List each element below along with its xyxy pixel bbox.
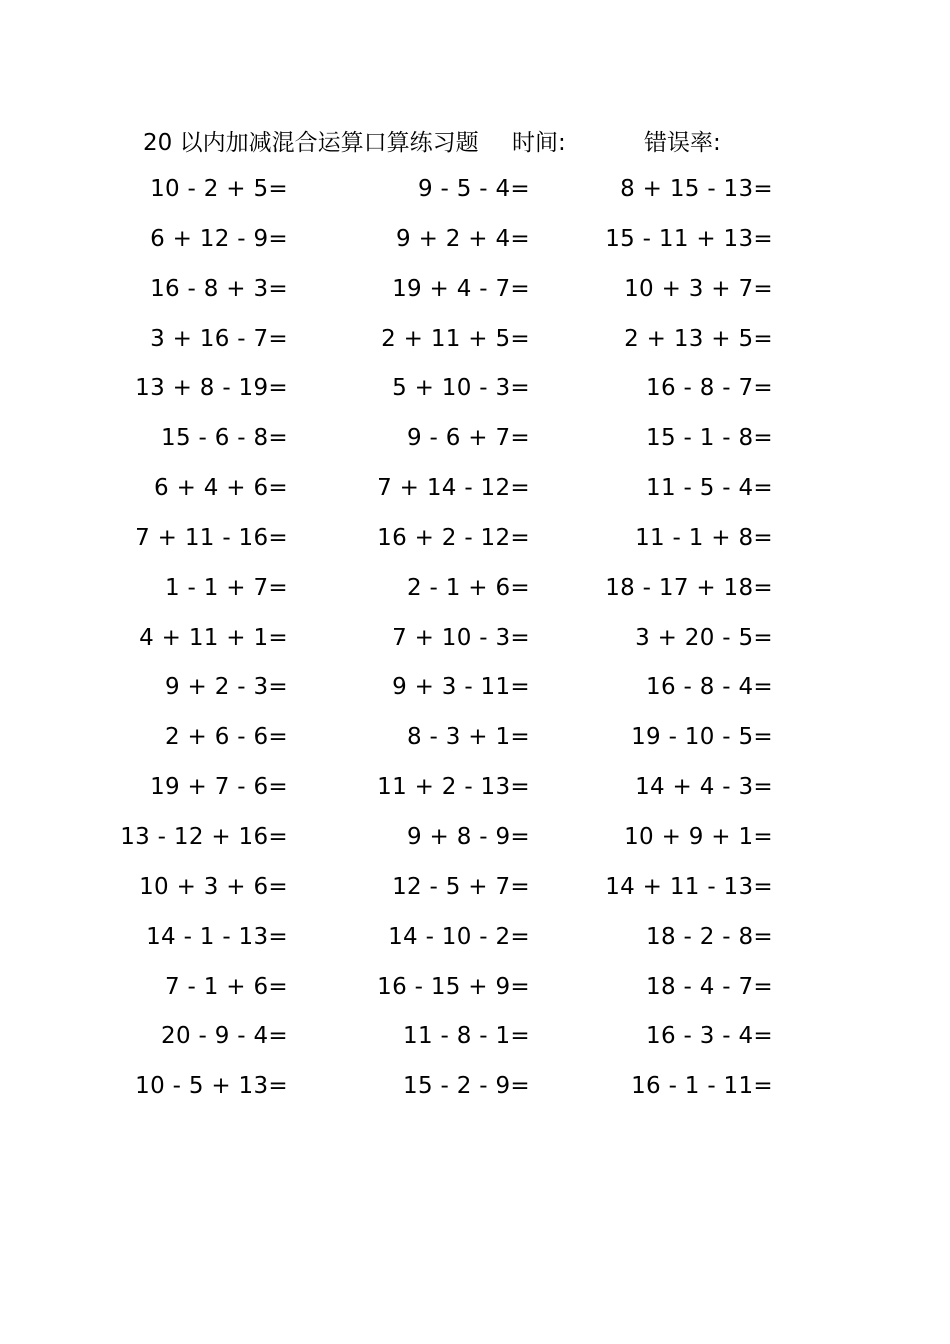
math-problem: 10 - 5 + 13= [135, 1073, 288, 1100]
math-problem: 15 - 2 - 9= [403, 1073, 530, 1100]
problem-row [0, 320, 950, 370]
math-problem: 15 - 11 + 13= [605, 225, 773, 252]
math-problem: 2 + 6 - 6= [165, 724, 288, 751]
math-problem: 6 + 12 - 9= [150, 225, 288, 252]
time-label: 时间: [512, 130, 566, 156]
math-problem: 4 + 11 + 1= [139, 624, 288, 651]
math-problem: 3 + 16 - 7= [150, 325, 288, 352]
math-problem: 9 + 8 - 9= [407, 823, 530, 850]
math-problem: 19 + 7 - 6= [150, 774, 288, 801]
math-problem: 16 - 8 + 3= [150, 275, 288, 302]
math-problem: 1 - 1 + 7= [165, 574, 288, 601]
problem-row [0, 818, 950, 868]
math-problem: 18 - 4 - 7= [646, 973, 773, 1000]
problem-grid [0, 170, 950, 1117]
math-problem: 8 + 15 - 13= [620, 176, 773, 202]
math-problem: 6 + 4 + 6= [154, 475, 288, 502]
problem-row [0, 1067, 950, 1117]
math-problem: 11 - 1 + 8= [635, 524, 773, 551]
math-problem: 7 + 11 - 16= [135, 524, 288, 551]
math-problem: 8 - 3 + 1= [407, 724, 530, 751]
problem-row [0, 868, 950, 918]
math-problem: 14 - 1 - 13= [146, 923, 288, 950]
math-problem: 15 - 6 - 8= [161, 425, 288, 452]
math-problem: 16 + 2 - 12= [377, 524, 530, 551]
problem-row [0, 918, 950, 968]
problem-row [0, 419, 950, 469]
problem-row [0, 968, 950, 1018]
math-problem: 2 + 11 + 5= [381, 325, 530, 352]
math-problem: 14 + 11 - 13= [605, 873, 773, 900]
problem-row [0, 668, 950, 718]
worksheet-header [0, 124, 950, 164]
math-problem: 9 - 6 + 7= [407, 425, 530, 452]
math-problem: 7 - 1 + 6= [165, 973, 288, 1000]
math-problem: 10 + 3 + 7= [624, 275, 773, 302]
problem-row [0, 220, 950, 270]
math-problem: 12 - 5 + 7= [392, 873, 530, 900]
problem-row [0, 569, 950, 619]
math-problem: 16 - 15 + 9= [377, 973, 530, 1000]
math-problem: 19 - 10 - 5= [631, 724, 773, 751]
math-problem: 9 - 5 - 4= [417, 176, 530, 202]
math-problem: 16 - 8 - 4= [646, 674, 773, 701]
math-problem: 18 - 2 - 8= [646, 923, 773, 950]
math-problem: 16 - 8 - 7= [646, 375, 773, 402]
math-problem: 18 - 17 + 18= [605, 574, 773, 601]
math-problem: 14 + 4 - 3= [635, 774, 773, 801]
problem-row [0, 718, 950, 768]
problem-row [0, 369, 950, 419]
math-problem: 2 - 1 + 6= [407, 574, 530, 601]
math-problem: 7 + 10 - 3= [392, 624, 530, 651]
problem-row [0, 519, 950, 569]
math-problem: 11 + 2 - 13= [377, 774, 530, 801]
math-problem: 16 - 3 - 4= [646, 1023, 773, 1050]
problem-row [0, 270, 950, 320]
math-problem: 14 - 10 - 2= [388, 923, 530, 950]
math-problem: 20 - 9 - 4= [161, 1023, 288, 1050]
math-problem: 13 - 12 + 16= [120, 823, 288, 850]
math-problem: 9 + 2 + 4= [396, 225, 530, 252]
math-problem: 13 + 8 - 19= [135, 375, 288, 402]
math-problem: 3 + 20 - 5= [635, 624, 773, 651]
problem-row [0, 1017, 950, 1067]
math-problem: 11 - 5 - 4= [646, 475, 773, 502]
problem-row [0, 768, 950, 818]
math-problem: 10 + 3 + 6= [139, 873, 288, 900]
math-problem: 11 - 8 - 1= [403, 1023, 530, 1050]
problem-row [0, 619, 950, 669]
math-problem: 10 - 2 + 5= [150, 176, 288, 202]
math-problem: 19 + 4 - 7= [392, 275, 530, 302]
math-problem: 2 + 13 + 5= [624, 325, 773, 352]
math-problem: 7 + 14 - 12= [377, 475, 530, 502]
worksheet-title: 20 以内加减混合运算口算练习题 [143, 130, 479, 156]
problem-row [0, 469, 950, 519]
math-problem: 10 + 9 + 1= [624, 823, 773, 850]
math-problem: 9 + 2 - 3= [165, 674, 288, 701]
problem-row [0, 170, 950, 220]
math-problem: 16 - 1 - 11= [631, 1073, 773, 1100]
math-problem: 5 + 10 - 3= [392, 375, 530, 402]
math-problem: 9 + 3 - 11= [392, 674, 530, 701]
math-problem: 15 - 1 - 8= [646, 425, 773, 452]
error-rate-label: 错误率: [644, 130, 721, 156]
